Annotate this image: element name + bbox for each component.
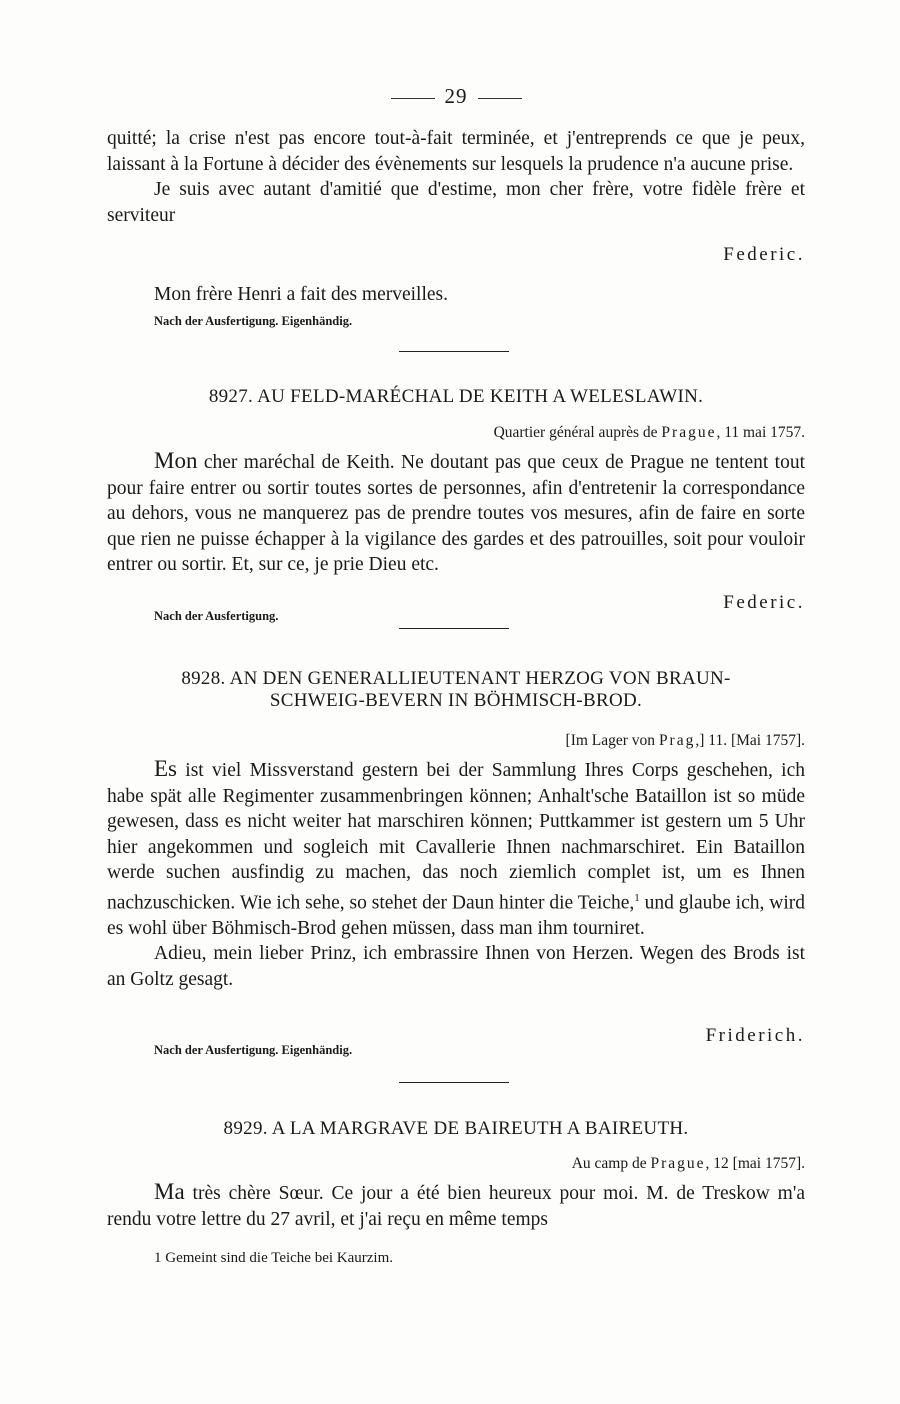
page-number-dash-left [391, 98, 435, 99]
paragraph-text: très chère Sœur. Ce jour a été bien heureux pour moi. M. de Treskow m'a rendu votre lettre du 27 avril, et j'ai reçu en même temps [107, 1183, 805, 1230]
separator-rule [107, 351, 805, 352]
separator-rule [107, 628, 805, 629]
dateline-place: Prague [661, 424, 717, 441]
signature: Federic. [723, 592, 805, 613]
page-number-row [107, 84, 805, 109]
dateline-place: Prag [658, 732, 696, 749]
letter-paragraph: Adieu, mein lieber Prinz, ich embrassire Ihnen von Herzen. Wegen des Brods ist an Goltz gesagt. [107, 943, 805, 990]
letter-continuation [107, 126, 805, 228]
first-word: Es [154, 756, 177, 781]
separator-rule [107, 1082, 805, 1083]
signature: Federic. [723, 244, 805, 265]
letter-body [107, 1179, 805, 1232]
first-word: Ma [154, 1179, 185, 1204]
dateline-text: [Im Lager von [565, 732, 659, 749]
dateline [107, 424, 831, 442]
dateline [107, 732, 831, 750]
letter-body [107, 756, 805, 992]
dateline [107, 1155, 831, 1173]
paragraph-text: ist viel Missverstand gestern bei der Sammlung Ihres Corps geschehen, ich habe spät alle Regimenter zusammenbringen können; Anhalt'sche Bataillon ist so müde gewesen, dass es nicht weiter hat marschiren können; Puttkammer ist gestern um 5 Uhr hier angekommen und sogleich mit Cavallerie Ihnen nachmarschiret. Ein Bataillon werde suchen ausfindig zu machen, das noch ziemlich complet ist, um es Ihnen nachzuschicken. Wie ich sehe, so stehet der Daun hinter die Teiche, [107, 760, 805, 913]
footnote [154, 1250, 852, 1267]
source-note: Nach der Ausfertigung. [154, 609, 279, 623]
letter-body [107, 448, 805, 578]
dateline-place: Prague [650, 1155, 706, 1172]
signature: Friderich. [705, 1025, 805, 1046]
letter-paragraph [107, 756, 805, 941]
letter-paragraph [107, 1179, 805, 1232]
source-note: Nach der Ausfertigung. Eigenhändig. [154, 1043, 353, 1057]
dateline-date: , 11 mai 1757. [716, 424, 805, 441]
footnote-marker: 1 [634, 891, 640, 904]
page-number-dash-right [478, 98, 522, 99]
paragraph-text: und glaube ich, wird es wohl über Böhmisch-Brod gehen müssen, dass man ihm tourniret. [107, 892, 805, 939]
paragraph-text: cher maréchal de Keith. Ne doutant pas que ceux de Prague ne tentent tout pour faire entrer ou sortir toutes sortes de personnes, afin d'entretenir la correspondance au dehors, vous ne manquerez pas de prendre toutes vos mesures, afin de faire en sorte que rien ne puisse échapper à la vigilance des gardes et des patrouilles, soit pour vouloir entrer ou sortir. Et, sur ce, je prie Dieu etc. [107, 452, 805, 575]
dateline-date: , 12 [mai 1757]. [705, 1155, 805, 1172]
dateline-text: Quartier général auprès de [493, 424, 662, 441]
footnote-text: Gemeint sind die Teiche bei Kaurzim. [161, 1250, 394, 1266]
letter-heading: 8929. A LA MARGRAVE DE BAIREUTH A BAIREUTH. [223, 1118, 689, 1139]
dateline-text: Au camp de [571, 1155, 651, 1172]
letter-heading: 8927. AU FELD-MARÉCHAL DE KEITH A WELESLAWIN. [208, 386, 704, 407]
page-number: 29 [444, 84, 468, 108]
dateline-date: ,] 11. [Mai 1757]. [695, 732, 805, 749]
footnote-number: 1 [154, 1250, 162, 1266]
heading-line: SCHWEIG-BEVERN IN BÖHMISCH-BROD. [269, 690, 643, 711]
first-word: Mon [154, 448, 198, 473]
source-note: Nach der Ausfertigung. Eigenhändig. [154, 314, 353, 328]
letter-paragraph [107, 448, 805, 578]
heading-line: 8928. AN DEN GENERALLIEUTENANT HERZOG VON BRAUN- [181, 668, 731, 689]
continuation-paragraph: quitté; la crise n'est pas encore tout-à-fait terminée, et j'entreprends ce que je peux, laissant à la Fortune à décider des évènements sur lesquels la prudence n'a aucune prise. [107, 128, 805, 175]
letter-heading [107, 668, 805, 712]
postscript: Mon frère Henri a fait des merveilles. [154, 284, 449, 305]
closing-paragraph: Je suis avec autant d'amitié que d'estime, mon cher frère, votre fidèle frère et serviteur [107, 179, 805, 226]
